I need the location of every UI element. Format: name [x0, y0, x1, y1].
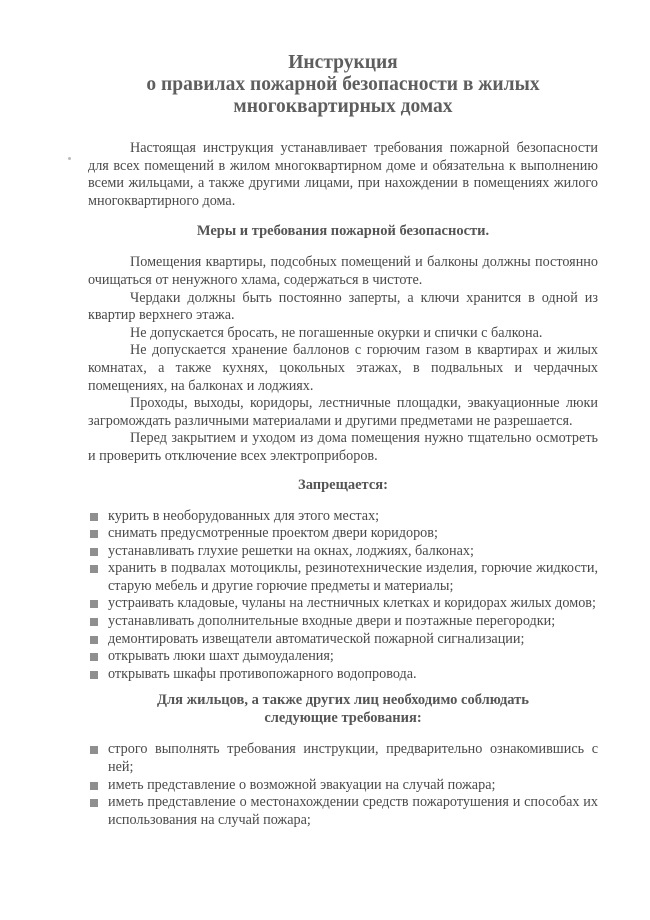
square-bullet-icon [90, 600, 98, 608]
title-line-3: многоквартирных домах [233, 96, 453, 117]
requirements-heading-line-2: следующие требования: [264, 710, 422, 727]
square-bullet-icon [90, 671, 98, 679]
section-heading-requirements [88, 691, 598, 727]
square-bullet-icon [90, 565, 98, 573]
list-item [88, 560, 598, 595]
scan-speck [68, 157, 71, 160]
document-title [88, 52, 598, 118]
requirements-list [88, 741, 598, 829]
list-item-text: открывать шкафы противопожарного водопровода. [108, 665, 417, 682]
list-item [88, 794, 598, 829]
list-item-text: устраивать кладовые, чуланы на лестничных клетках и коридорах жилых домов; [108, 595, 596, 612]
square-bullet-icon [90, 653, 98, 661]
section-heading-prohibited: Запрещается: [298, 476, 388, 493]
title-line-2: о правилах пожарной безопасности в жилых [146, 74, 540, 95]
measure-paragraph: Перед закрытием и уходом из дома помещения нужно тщательно осмотреть и проверить отключение всех электроприборов. [88, 430, 598, 464]
square-bullet-icon [90, 746, 98, 754]
list-item [88, 777, 598, 795]
section-heading-measures: Меры и требования пожарной безопасности. [196, 223, 490, 240]
measures-paragraphs [88, 254, 598, 465]
list-item-text: открывать люки шахт дымоудаления; [108, 648, 334, 665]
list-item-text: снимать предусмотренные проектом двери коридоров; [108, 525, 438, 542]
measure-paragraph: Помещения квартиры, подсобных помещений и балконы должны постоянно очищаться от ненужного хлама, содержаться в чистоте. [88, 254, 598, 288]
list-item [88, 613, 598, 631]
measure-paragraph: Не допускается хранение баллонов с горючим газом в квартирах и жилых комнатах, а также кухнях, цокольных этажах, в подвальных и чердачных помещениях, на балконах и лоджиях. [88, 342, 598, 394]
list-item [88, 666, 598, 684]
list-item [88, 648, 598, 666]
measure-paragraph: Не допускается бросать, не погашенные окурки и спички с балкона. [130, 324, 543, 341]
intro-paragraph: Настоящая инструкция устанавливает требования пожарной безопасности для всех помещений в жилом многоквартирном доме и обязательна к выполнению всеми жильцами, а также другими лицами, при нахождении в помещениях жилого многоквартирного дома. [88, 140, 598, 209]
square-bullet-icon [90, 636, 98, 644]
prohibited-list [88, 508, 598, 684]
list-item [88, 543, 598, 561]
list-item [88, 595, 598, 613]
list-item-text: демонтировать извещатели автоматической пожарной сигнализации; [108, 630, 525, 647]
list-item [88, 741, 598, 776]
square-bullet-icon [90, 513, 98, 521]
square-bullet-icon [90, 548, 98, 556]
list-item-text: строго выполнять требования инструкции, предварительно ознакомившись с ней; [108, 741, 598, 776]
measure-paragraph: Проходы, выходы, коридоры, лестничные площадки, эвакуационные люки загромождать различными материалами и другими предметами не разрешается. [88, 395, 598, 429]
square-bullet-icon [90, 530, 98, 538]
list-item [88, 525, 598, 543]
measure-paragraph: Чердаки должны быть постоянно заперты, а ключи хранится в одной из квартир верхнего этажа. [88, 289, 598, 324]
list-item [88, 508, 598, 526]
list-item [88, 631, 598, 649]
square-bullet-icon [90, 799, 98, 807]
requirements-heading-line-1: Для жильцов, а также других лиц необходимо соблюдать [157, 692, 529, 709]
square-bullet-icon [90, 618, 98, 626]
list-item-text: курить в необорудованных для этого местах; [108, 507, 380, 524]
list-item-text: устанавливать дополнительные входные двери и поэтажные перегородки; [108, 613, 556, 630]
title-line-1: Инструкция [288, 52, 398, 73]
square-bullet-icon [90, 782, 98, 790]
list-item-text: иметь представление о местонахождении средств пожаротушения и способах их использования на случай пожара; [108, 794, 598, 828]
list-item-text: устанавливать глухие решетки на окнах, лоджиях, балконах; [108, 542, 474, 559]
list-item-text: хранить в подвалах мотоциклы, резинотехнические изделия, горючие жидкости, старую мебель и другие горючие предметы и материалы; [108, 560, 598, 594]
list-item-text: иметь представление о возможной эвакуации на случай пожара; [108, 776, 496, 793]
